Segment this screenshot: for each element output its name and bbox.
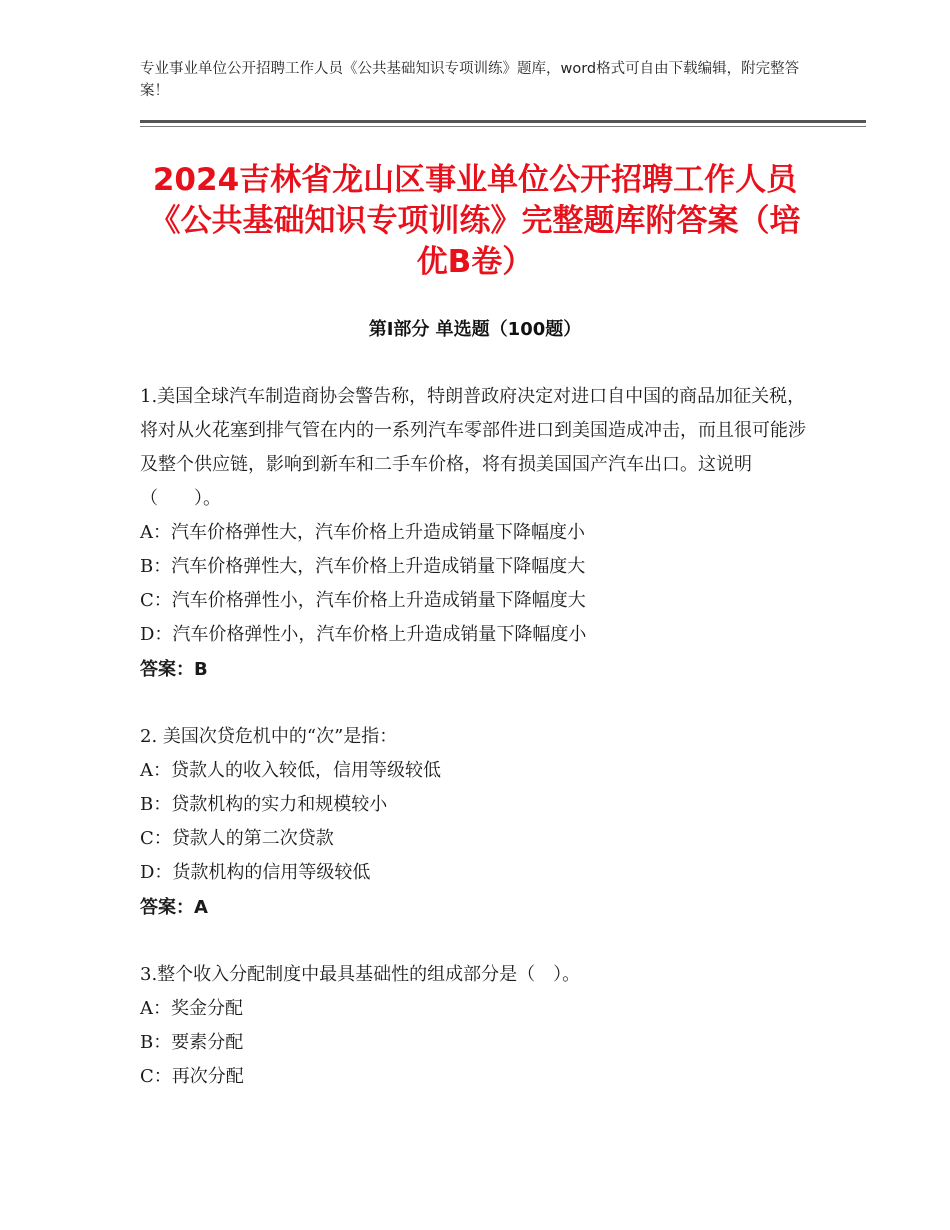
option-b: B：贷款机构的实力和规模较小 [140, 794, 388, 815]
option-c: C：再次分配 [140, 1066, 244, 1087]
option-a: A：贷款人的收入较低，信用等级较低 [140, 760, 441, 781]
option-c: C：贷款人的第二次贷款 [140, 828, 334, 849]
header-rule-thick [140, 120, 866, 123]
option-d: D：汽车价格弹性小，汽车价格上升造成销量下降幅度小 [140, 624, 587, 645]
answer: 答案：B [140, 659, 208, 680]
option-b: B：要素分配 [140, 1032, 244, 1053]
section-title: 第Ⅰ部分 单选题（100题） [368, 319, 582, 340]
option-a: A：汽车价格弹性大，汽车价格上升造成销量下降幅度小 [140, 522, 585, 543]
header-note: 专业事业单位公开招聘工作人员《公共基础知识专项训练》题库，word格式可自由下载编辑，附完整答案！ [140, 61, 800, 99]
question-2 [140, 720, 810, 926]
question-stem: 2. 美国次贷危机中的“次”是指： [140, 726, 398, 747]
header-rule-thin [140, 126, 866, 127]
question-stem: 3.整个收入分配制度中最具基础性的组成部分是（ ）。 [140, 964, 581, 985]
document-title: 2024吉林省龙山区事业单位公开招聘工作人员《公共基础知识专项训练》完整题库附答案（培优B卷） [149, 162, 801, 280]
question-3 [140, 958, 810, 1094]
option-c: C：汽车价格弹性小，汽车价格上升造成销量下降幅度大 [140, 590, 586, 611]
question-list [140, 380, 810, 1126]
question-1 [140, 380, 810, 688]
question-stem: 1.美国全球汽车制造商协会警告称，特朗普政府决定对进口自中国的商品加征关税，将对从火花塞到排气管在内的一系列汽车零部件进口到美国造成冲击，而且很可能涉及整个供应链，影响到新车和二手车价格，将有损美国国产汽车出口。这说明（ ）。 [140, 386, 806, 509]
option-a: A：奖金分配 [140, 998, 243, 1019]
answer: 答案：A [140, 897, 208, 918]
option-d: D：货款机构的信用等级较低 [140, 862, 371, 883]
option-b: B：汽车价格弹性大，汽车价格上升造成销量下降幅度大 [140, 556, 586, 577]
